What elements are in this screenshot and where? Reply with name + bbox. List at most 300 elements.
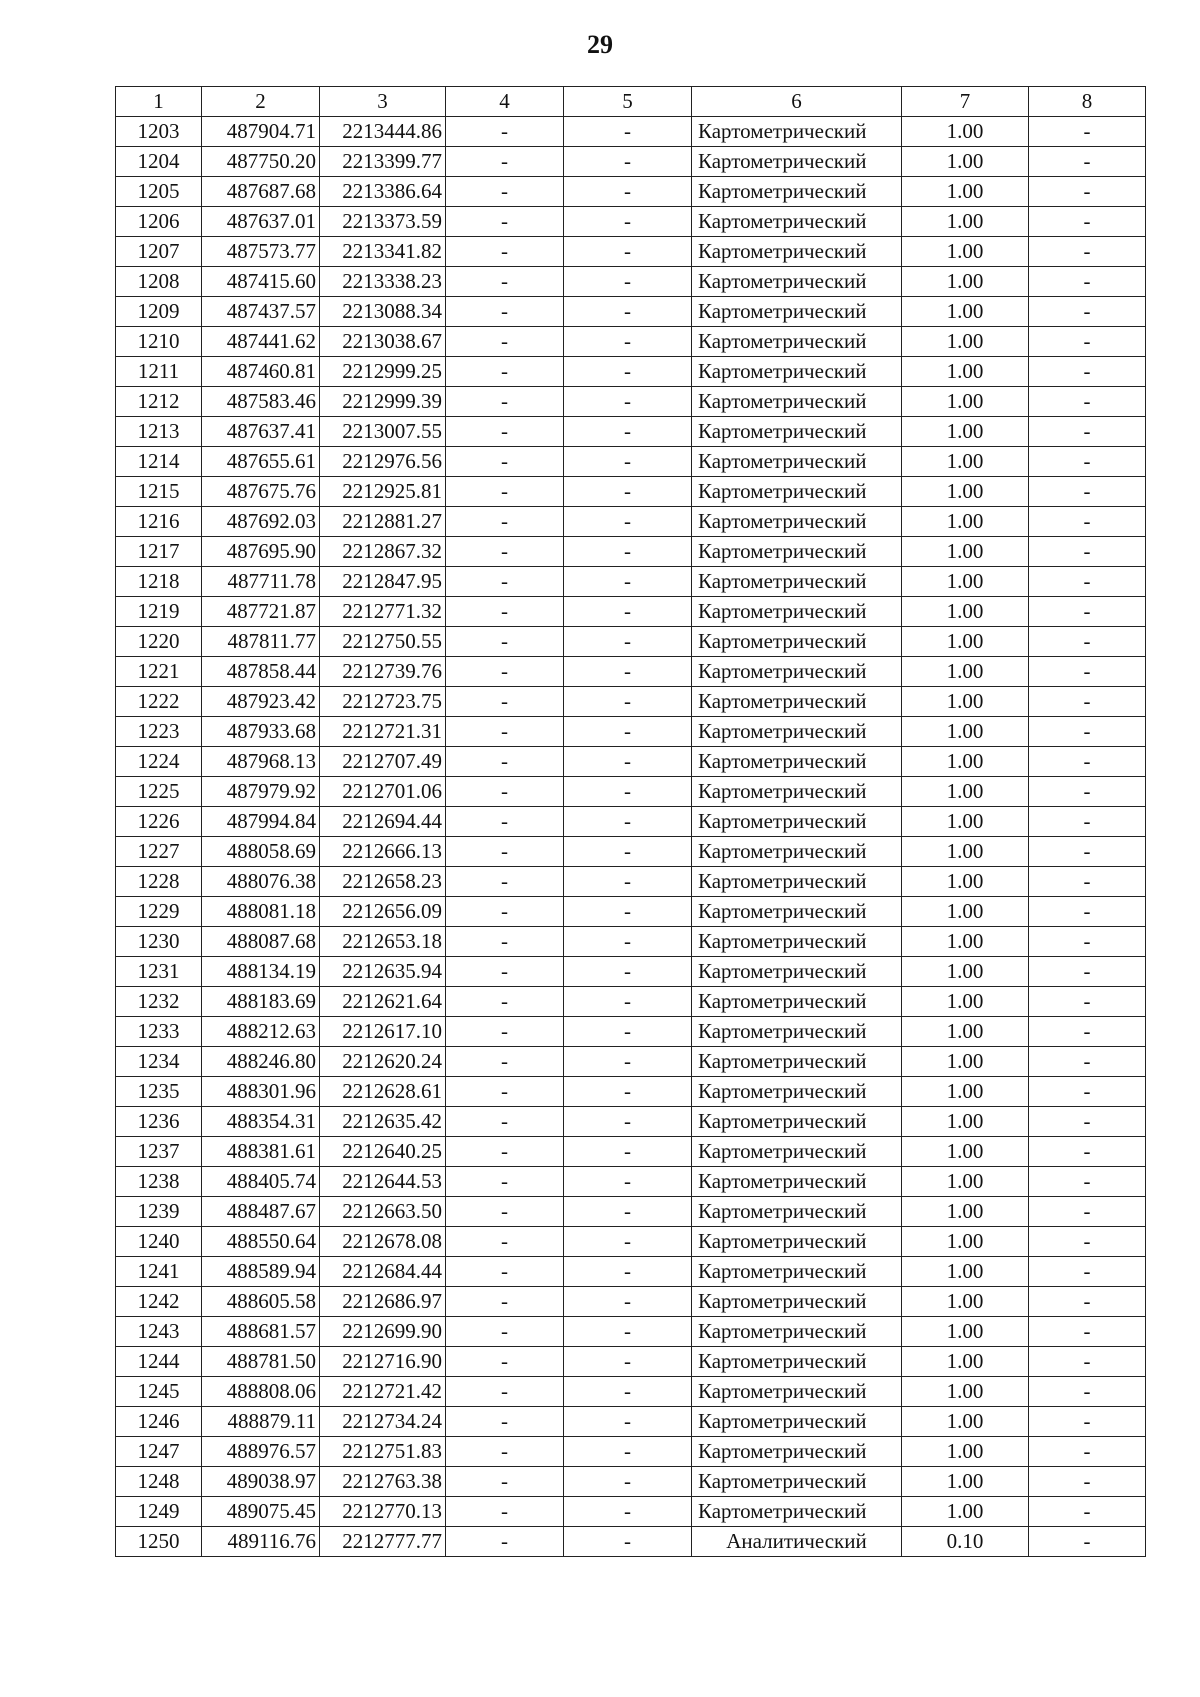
method-cell: Картометрический bbox=[692, 1497, 902, 1527]
point-number-cell: 1231 bbox=[116, 957, 202, 987]
column-4-cell: - bbox=[446, 1377, 564, 1407]
column-8-cell: - bbox=[1029, 1017, 1146, 1047]
y-coordinate-cell: 2212640.25 bbox=[320, 1137, 446, 1167]
method-cell: Картометрический bbox=[692, 987, 902, 1017]
method-cell: Картометрический bbox=[692, 267, 902, 297]
x-coordinate-cell: 489116.76 bbox=[202, 1527, 320, 1557]
table-row bbox=[116, 1107, 1146, 1137]
table-row bbox=[116, 1287, 1146, 1317]
method-cell: Картометрический bbox=[692, 147, 902, 177]
column-4-cell: - bbox=[446, 1497, 564, 1527]
point-number-cell: 1220 bbox=[116, 627, 202, 657]
table-row bbox=[116, 597, 1146, 627]
method-cell: Картометрический bbox=[692, 1317, 902, 1347]
column-8-cell: - bbox=[1029, 747, 1146, 777]
x-coordinate-cell: 488081.18 bbox=[202, 897, 320, 927]
column-8-cell: - bbox=[1029, 207, 1146, 237]
x-coordinate-cell: 488134.19 bbox=[202, 957, 320, 987]
accuracy-cell: 1.00 bbox=[902, 807, 1029, 837]
x-coordinate-cell: 487923.42 bbox=[202, 687, 320, 717]
y-coordinate-cell: 2213444.86 bbox=[320, 117, 446, 147]
column-5-cell: - bbox=[564, 597, 692, 627]
column-header: 4 bbox=[446, 87, 564, 117]
column-4-cell: - bbox=[446, 1047, 564, 1077]
point-number-cell: 1212 bbox=[116, 387, 202, 417]
column-8-cell: - bbox=[1029, 267, 1146, 297]
method-cell: Картометрический bbox=[692, 447, 902, 477]
table-row bbox=[116, 1167, 1146, 1197]
x-coordinate-cell: 487933.68 bbox=[202, 717, 320, 747]
accuracy-cell: 1.00 bbox=[902, 507, 1029, 537]
accuracy-cell: 1.00 bbox=[902, 417, 1029, 447]
method-cell: Картометрический bbox=[692, 567, 902, 597]
point-number-cell: 1217 bbox=[116, 537, 202, 567]
table-row bbox=[116, 717, 1146, 747]
method-cell: Картометрический bbox=[692, 1407, 902, 1437]
x-coordinate-cell: 488681.57 bbox=[202, 1317, 320, 1347]
method-cell: Картометрический bbox=[692, 1047, 902, 1077]
x-coordinate-cell: 488058.69 bbox=[202, 837, 320, 867]
accuracy-cell: 1.00 bbox=[902, 1167, 1029, 1197]
column-5-cell: - bbox=[564, 357, 692, 387]
y-coordinate-cell: 2213373.59 bbox=[320, 207, 446, 237]
accuracy-cell: 1.00 bbox=[902, 147, 1029, 177]
x-coordinate-cell: 488781.50 bbox=[202, 1347, 320, 1377]
column-8-cell: - bbox=[1029, 147, 1146, 177]
column-4-cell: - bbox=[446, 1257, 564, 1287]
column-5-cell: - bbox=[564, 687, 692, 717]
point-number-cell: 1228 bbox=[116, 867, 202, 897]
x-coordinate-cell: 489038.97 bbox=[202, 1467, 320, 1497]
method-cell: Картометрический bbox=[692, 1017, 902, 1047]
x-coordinate-cell: 487858.44 bbox=[202, 657, 320, 687]
table-row bbox=[116, 957, 1146, 987]
accuracy-cell: 0.10 bbox=[902, 1527, 1029, 1557]
x-coordinate-cell: 487721.87 bbox=[202, 597, 320, 627]
method-cell: Картометрический bbox=[692, 747, 902, 777]
column-4-cell: - bbox=[446, 447, 564, 477]
column-4-cell: - bbox=[446, 1227, 564, 1257]
column-8-cell: - bbox=[1029, 897, 1146, 927]
column-header: 2 bbox=[202, 87, 320, 117]
table-row bbox=[116, 1467, 1146, 1497]
point-number-cell: 1222 bbox=[116, 687, 202, 717]
column-8-cell: - bbox=[1029, 1137, 1146, 1167]
accuracy-cell: 1.00 bbox=[902, 387, 1029, 417]
accuracy-cell: 1.00 bbox=[902, 1227, 1029, 1257]
column-4-cell: - bbox=[446, 1107, 564, 1137]
column-4-cell: - bbox=[446, 207, 564, 237]
accuracy-cell: 1.00 bbox=[902, 687, 1029, 717]
x-coordinate-cell: 487655.61 bbox=[202, 447, 320, 477]
point-number-cell: 1235 bbox=[116, 1077, 202, 1107]
table-row bbox=[116, 1377, 1146, 1407]
accuracy-cell: 1.00 bbox=[902, 657, 1029, 687]
x-coordinate-cell: 487415.60 bbox=[202, 267, 320, 297]
y-coordinate-cell: 2213399.77 bbox=[320, 147, 446, 177]
column-4-cell: - bbox=[446, 1467, 564, 1497]
point-number-cell: 1225 bbox=[116, 777, 202, 807]
column-5-cell: - bbox=[564, 477, 692, 507]
column-8-cell: - bbox=[1029, 1287, 1146, 1317]
column-4-cell: - bbox=[446, 327, 564, 357]
accuracy-cell: 1.00 bbox=[902, 267, 1029, 297]
table-row bbox=[116, 1227, 1146, 1257]
point-number-cell: 1243 bbox=[116, 1317, 202, 1347]
table-row bbox=[116, 1527, 1146, 1557]
coordinates-table bbox=[115, 86, 1146, 1557]
method-cell: Картометрический bbox=[692, 1437, 902, 1467]
column-4-cell: - bbox=[446, 867, 564, 897]
column-5-cell: - bbox=[564, 1257, 692, 1287]
column-8-cell: - bbox=[1029, 177, 1146, 207]
y-coordinate-cell: 2212881.27 bbox=[320, 507, 446, 537]
column-5-cell: - bbox=[564, 777, 692, 807]
x-coordinate-cell: 487692.03 bbox=[202, 507, 320, 537]
column-4-cell: - bbox=[446, 387, 564, 417]
y-coordinate-cell: 2212721.42 bbox=[320, 1377, 446, 1407]
method-cell: Картометрический bbox=[692, 297, 902, 327]
point-number-cell: 1232 bbox=[116, 987, 202, 1017]
method-cell: Картометрический bbox=[692, 777, 902, 807]
table-row bbox=[116, 927, 1146, 957]
column-5-cell: - bbox=[564, 1497, 692, 1527]
method-cell: Картометрический bbox=[692, 657, 902, 687]
method-cell: Картометрический bbox=[692, 117, 902, 147]
column-header: 5 bbox=[564, 87, 692, 117]
column-5-cell: - bbox=[564, 177, 692, 207]
table-row bbox=[116, 207, 1146, 237]
table-row bbox=[116, 1407, 1146, 1437]
accuracy-cell: 1.00 bbox=[902, 1407, 1029, 1437]
accuracy-cell: 1.00 bbox=[902, 1107, 1029, 1137]
y-coordinate-cell: 2212628.61 bbox=[320, 1077, 446, 1107]
column-5-cell: - bbox=[564, 1377, 692, 1407]
column-5-cell: - bbox=[564, 1107, 692, 1137]
column-8-cell: - bbox=[1029, 627, 1146, 657]
method-cell: Картометрический bbox=[692, 237, 902, 267]
column-8-cell: - bbox=[1029, 1377, 1146, 1407]
point-number-cell: 1206 bbox=[116, 207, 202, 237]
column-5-cell: - bbox=[564, 867, 692, 897]
table-row bbox=[116, 1437, 1146, 1467]
x-coordinate-cell: 487811.77 bbox=[202, 627, 320, 657]
y-coordinate-cell: 2212620.24 bbox=[320, 1047, 446, 1077]
y-coordinate-cell: 2212644.53 bbox=[320, 1167, 446, 1197]
accuracy-cell: 1.00 bbox=[902, 537, 1029, 567]
column-8-cell: - bbox=[1029, 1167, 1146, 1197]
column-8-cell: - bbox=[1029, 777, 1146, 807]
y-coordinate-cell: 2213088.34 bbox=[320, 297, 446, 327]
column-8-cell: - bbox=[1029, 1347, 1146, 1377]
y-coordinate-cell: 2212734.24 bbox=[320, 1407, 446, 1437]
y-coordinate-cell: 2213038.67 bbox=[320, 327, 446, 357]
point-number-cell: 1208 bbox=[116, 267, 202, 297]
point-number-cell: 1205 bbox=[116, 177, 202, 207]
method-cell: Картометрический bbox=[692, 837, 902, 867]
column-4-cell: - bbox=[446, 747, 564, 777]
point-number-cell: 1223 bbox=[116, 717, 202, 747]
column-5-cell: - bbox=[564, 237, 692, 267]
column-8-cell: - bbox=[1029, 657, 1146, 687]
point-number-cell: 1226 bbox=[116, 807, 202, 837]
accuracy-cell: 1.00 bbox=[902, 987, 1029, 1017]
y-coordinate-cell: 2212617.10 bbox=[320, 1017, 446, 1047]
method-cell: Аналитический bbox=[692, 1527, 902, 1557]
accuracy-cell: 1.00 bbox=[902, 1317, 1029, 1347]
point-number-cell: 1241 bbox=[116, 1257, 202, 1287]
table-row bbox=[116, 1347, 1146, 1377]
point-number-cell: 1237 bbox=[116, 1137, 202, 1167]
method-cell: Картометрический bbox=[692, 897, 902, 927]
y-coordinate-cell: 2212925.81 bbox=[320, 477, 446, 507]
column-5-cell: - bbox=[564, 507, 692, 537]
point-number-cell: 1247 bbox=[116, 1437, 202, 1467]
method-cell: Картометрический bbox=[692, 867, 902, 897]
accuracy-cell: 1.00 bbox=[902, 717, 1029, 747]
column-4-cell: - bbox=[446, 1287, 564, 1317]
table-row bbox=[116, 117, 1146, 147]
column-5-cell: - bbox=[564, 417, 692, 447]
method-cell: Картометрический bbox=[692, 537, 902, 567]
x-coordinate-cell: 487695.90 bbox=[202, 537, 320, 567]
point-number-cell: 1224 bbox=[116, 747, 202, 777]
method-cell: Картометрический bbox=[692, 1347, 902, 1377]
column-header: 6 bbox=[692, 87, 902, 117]
column-header: 1 bbox=[116, 87, 202, 117]
accuracy-cell: 1.00 bbox=[902, 297, 1029, 327]
column-8-cell: - bbox=[1029, 1227, 1146, 1257]
table-row bbox=[116, 867, 1146, 897]
x-coordinate-cell: 488183.69 bbox=[202, 987, 320, 1017]
column-header: 7 bbox=[902, 87, 1029, 117]
column-8-cell: - bbox=[1029, 837, 1146, 867]
point-number-cell: 1249 bbox=[116, 1497, 202, 1527]
table-row bbox=[116, 1497, 1146, 1527]
table-row bbox=[116, 417, 1146, 447]
y-coordinate-cell: 2212750.55 bbox=[320, 627, 446, 657]
column-8-cell: - bbox=[1029, 387, 1146, 417]
table-row bbox=[116, 177, 1146, 207]
method-cell: Картометрический bbox=[692, 1197, 902, 1227]
point-number-cell: 1216 bbox=[116, 507, 202, 537]
method-cell: Картометрический bbox=[692, 1077, 902, 1107]
accuracy-cell: 1.00 bbox=[902, 117, 1029, 147]
accuracy-cell: 1.00 bbox=[902, 927, 1029, 957]
point-number-cell: 1230 bbox=[116, 927, 202, 957]
y-coordinate-cell: 2212723.75 bbox=[320, 687, 446, 717]
y-coordinate-cell: 2213341.82 bbox=[320, 237, 446, 267]
x-coordinate-cell: 487637.01 bbox=[202, 207, 320, 237]
column-4-cell: - bbox=[446, 927, 564, 957]
method-cell: Картометрический bbox=[692, 507, 902, 537]
column-8-cell: - bbox=[1029, 807, 1146, 837]
method-cell: Картометрический bbox=[692, 1227, 902, 1257]
accuracy-cell: 1.00 bbox=[902, 627, 1029, 657]
column-header: 8 bbox=[1029, 87, 1146, 117]
y-coordinate-cell: 2212701.06 bbox=[320, 777, 446, 807]
x-coordinate-cell: 487437.57 bbox=[202, 297, 320, 327]
method-cell: Картометрический bbox=[692, 327, 902, 357]
column-4-cell: - bbox=[446, 897, 564, 927]
point-number-cell: 1211 bbox=[116, 357, 202, 387]
column-4-cell: - bbox=[446, 237, 564, 267]
y-coordinate-cell: 2212678.08 bbox=[320, 1227, 446, 1257]
column-8-cell: - bbox=[1029, 357, 1146, 387]
point-number-cell: 1221 bbox=[116, 657, 202, 687]
table-row bbox=[116, 507, 1146, 537]
x-coordinate-cell: 487994.84 bbox=[202, 807, 320, 837]
column-4-cell: - bbox=[446, 987, 564, 1017]
column-5-cell: - bbox=[564, 1347, 692, 1377]
x-coordinate-cell: 488976.57 bbox=[202, 1437, 320, 1467]
accuracy-cell: 1.00 bbox=[902, 447, 1029, 477]
x-coordinate-cell: 487979.92 bbox=[202, 777, 320, 807]
accuracy-cell: 1.00 bbox=[902, 747, 1029, 777]
accuracy-cell: 1.00 bbox=[902, 567, 1029, 597]
column-4-cell: - bbox=[446, 417, 564, 447]
column-5-cell: - bbox=[564, 1467, 692, 1497]
point-number-cell: 1213 bbox=[116, 417, 202, 447]
x-coordinate-cell: 488087.68 bbox=[202, 927, 320, 957]
point-number-cell: 1248 bbox=[116, 1467, 202, 1497]
column-8-cell: - bbox=[1029, 1257, 1146, 1287]
method-cell: Картометрический bbox=[692, 717, 902, 747]
table-header-row bbox=[116, 87, 1146, 117]
accuracy-cell: 1.00 bbox=[902, 1347, 1029, 1377]
column-5-cell: - bbox=[564, 837, 692, 867]
table-row bbox=[116, 1047, 1146, 1077]
column-5-cell: - bbox=[564, 1527, 692, 1557]
x-coordinate-cell: 488381.61 bbox=[202, 1137, 320, 1167]
y-coordinate-cell: 2212666.13 bbox=[320, 837, 446, 867]
table-row bbox=[116, 447, 1146, 477]
column-5-cell: - bbox=[564, 897, 692, 927]
column-8-cell: - bbox=[1029, 1407, 1146, 1437]
column-8-cell: - bbox=[1029, 1497, 1146, 1527]
table-row bbox=[116, 1197, 1146, 1227]
point-number-cell: 1242 bbox=[116, 1287, 202, 1317]
table-row bbox=[116, 237, 1146, 267]
table-row bbox=[116, 1257, 1146, 1287]
table-row bbox=[116, 987, 1146, 1017]
column-5-cell: - bbox=[564, 657, 692, 687]
accuracy-cell: 1.00 bbox=[902, 1377, 1029, 1407]
accuracy-cell: 1.00 bbox=[902, 1017, 1029, 1047]
y-coordinate-cell: 2212751.83 bbox=[320, 1437, 446, 1467]
column-4-cell: - bbox=[446, 1347, 564, 1377]
column-8-cell: - bbox=[1029, 327, 1146, 357]
x-coordinate-cell: 488808.06 bbox=[202, 1377, 320, 1407]
column-4-cell: - bbox=[446, 177, 564, 207]
column-5-cell: - bbox=[564, 807, 692, 837]
x-coordinate-cell: 488879.11 bbox=[202, 1407, 320, 1437]
y-coordinate-cell: 2212635.94 bbox=[320, 957, 446, 987]
y-coordinate-cell: 2212847.95 bbox=[320, 567, 446, 597]
column-8-cell: - bbox=[1029, 537, 1146, 567]
column-8-cell: - bbox=[1029, 1527, 1146, 1557]
y-coordinate-cell: 2212635.42 bbox=[320, 1107, 446, 1137]
point-number-cell: 1219 bbox=[116, 597, 202, 627]
method-cell: Картометрический bbox=[692, 357, 902, 387]
x-coordinate-cell: 488301.96 bbox=[202, 1077, 320, 1107]
y-coordinate-cell: 2212707.49 bbox=[320, 747, 446, 777]
column-8-cell: - bbox=[1029, 597, 1146, 627]
point-number-cell: 1238 bbox=[116, 1167, 202, 1197]
column-5-cell: - bbox=[564, 957, 692, 987]
column-4-cell: - bbox=[446, 1167, 564, 1197]
point-number-cell: 1240 bbox=[116, 1227, 202, 1257]
method-cell: Картометрический bbox=[692, 207, 902, 237]
column-8-cell: - bbox=[1029, 1077, 1146, 1107]
point-number-cell: 1244 bbox=[116, 1347, 202, 1377]
column-5-cell: - bbox=[564, 267, 692, 297]
table-row bbox=[116, 1017, 1146, 1047]
accuracy-cell: 1.00 bbox=[902, 207, 1029, 237]
point-number-cell: 1246 bbox=[116, 1407, 202, 1437]
y-coordinate-cell: 2212686.97 bbox=[320, 1287, 446, 1317]
column-5-cell: - bbox=[564, 747, 692, 777]
point-number-cell: 1204 bbox=[116, 147, 202, 177]
x-coordinate-cell: 488354.31 bbox=[202, 1107, 320, 1137]
x-coordinate-cell: 487675.76 bbox=[202, 477, 320, 507]
y-coordinate-cell: 2213007.55 bbox=[320, 417, 446, 447]
column-4-cell: - bbox=[446, 657, 564, 687]
column-5-cell: - bbox=[564, 147, 692, 177]
column-4-cell: - bbox=[446, 117, 564, 147]
x-coordinate-cell: 487583.46 bbox=[202, 387, 320, 417]
column-5-cell: - bbox=[564, 1167, 692, 1197]
accuracy-cell: 1.00 bbox=[902, 1077, 1029, 1107]
table-row bbox=[116, 627, 1146, 657]
table-row bbox=[116, 327, 1146, 357]
table-row bbox=[116, 357, 1146, 387]
method-cell: Картометрический bbox=[692, 1107, 902, 1137]
accuracy-cell: 1.00 bbox=[902, 837, 1029, 867]
column-5-cell: - bbox=[564, 387, 692, 417]
accuracy-cell: 1.00 bbox=[902, 1287, 1029, 1317]
x-coordinate-cell: 487460.81 bbox=[202, 357, 320, 387]
column-8-cell: - bbox=[1029, 987, 1146, 1017]
table-row bbox=[116, 837, 1146, 867]
column-4-cell: - bbox=[446, 1437, 564, 1467]
table-row bbox=[116, 1137, 1146, 1167]
x-coordinate-cell: 488212.63 bbox=[202, 1017, 320, 1047]
table-row bbox=[116, 777, 1146, 807]
column-5-cell: - bbox=[564, 927, 692, 957]
column-5-cell: - bbox=[564, 1077, 692, 1107]
column-8-cell: - bbox=[1029, 687, 1146, 717]
x-coordinate-cell: 488487.67 bbox=[202, 1197, 320, 1227]
method-cell: Картометрический bbox=[692, 1287, 902, 1317]
accuracy-cell: 1.00 bbox=[902, 1257, 1029, 1287]
method-cell: Картометрический bbox=[692, 1137, 902, 1167]
point-number-cell: 1236 bbox=[116, 1107, 202, 1137]
column-5-cell: - bbox=[564, 567, 692, 597]
method-cell: Картометрический bbox=[692, 177, 902, 207]
point-number-cell: 1239 bbox=[116, 1197, 202, 1227]
point-number-cell: 1215 bbox=[116, 477, 202, 507]
table-row bbox=[116, 687, 1146, 717]
column-4-cell: - bbox=[446, 147, 564, 177]
method-cell: Картометрический bbox=[692, 1377, 902, 1407]
x-coordinate-cell: 488405.74 bbox=[202, 1167, 320, 1197]
y-coordinate-cell: 2212653.18 bbox=[320, 927, 446, 957]
x-coordinate-cell: 488246.80 bbox=[202, 1047, 320, 1077]
column-8-cell: - bbox=[1029, 717, 1146, 747]
accuracy-cell: 1.00 bbox=[902, 327, 1029, 357]
column-4-cell: - bbox=[446, 507, 564, 537]
